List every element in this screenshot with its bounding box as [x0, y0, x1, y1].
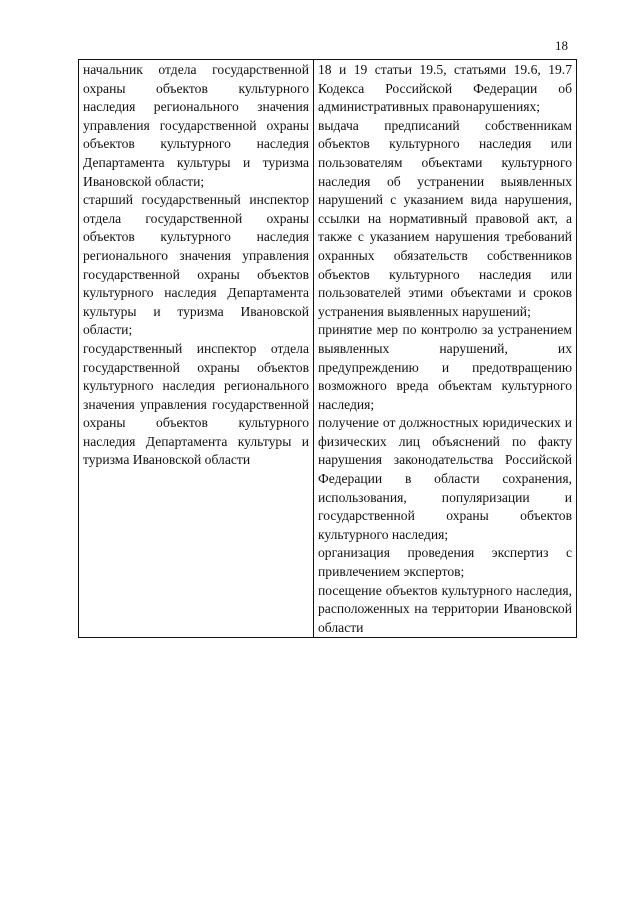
power-visit-sites: посещение объектов культурного наследия, расположенных на территории Ивановской области — [318, 582, 572, 635]
official-head-of-department: начальник отдела государственной охраны объектов культурного наследия регионального значения управления государственной охраны объектов культурного наследия Департамента культуры и туризма Ивановской области; — [83, 62, 309, 189]
officials-cell — [79, 60, 314, 638]
power-control-measures: принятие мер по контролю за устранением выявленных нарушений, их предупреждению и предотвращению возможного вреда объектам культурного наследия; — [318, 322, 572, 412]
power-administrative-code: 18 и 19 статьи 19.5, статьями 19.6, 19.7 Кодекса Российской Федерации об административных правонарушениях; — [318, 62, 572, 115]
page-number: 18 — [555, 38, 568, 53]
official-inspector: государственный инспектор отдела государственной охраны объектов культурного наследия регионального значения управления государственной охраны объектов культурного наследия Департамента культуры и туризма Ивановской области — [83, 340, 309, 468]
official-senior-inspector: старший государственный инспектор отдела государственной охраны объектов культурного наследия регионального значения управления государственной охраны объектов культурного наследия Департамента культуры и туризма Ивановской области; — [83, 192, 309, 338]
power-obtain-explanations: получение от должностных юридических и физических лиц объяснений по факту нарушения законодательства Российской Федерации в области сохранения, использования, популяризации и государственной охраны объектов культурного наследия; — [318, 415, 572, 542]
powers-cell — [314, 60, 577, 638]
power-issue-orders: выдача предписаний собственникам объектов культурного наследия или пользователям объектами культурного наследия об устранении выявленных нарушений с указанием вида нарушения, ссылки на нормативный правовой акт, а также с указанием нарушения требований охранных обязательств собственников объектов культурного наследия или пользователей этими объектами и сроков устранения выявленных нарушений; — [318, 117, 572, 319]
table-row — [79, 60, 577, 638]
power-organize-expertise: организация проведения экспертиз с привлечением экспертов; — [318, 545, 572, 580]
officials-powers-table — [78, 59, 577, 638]
